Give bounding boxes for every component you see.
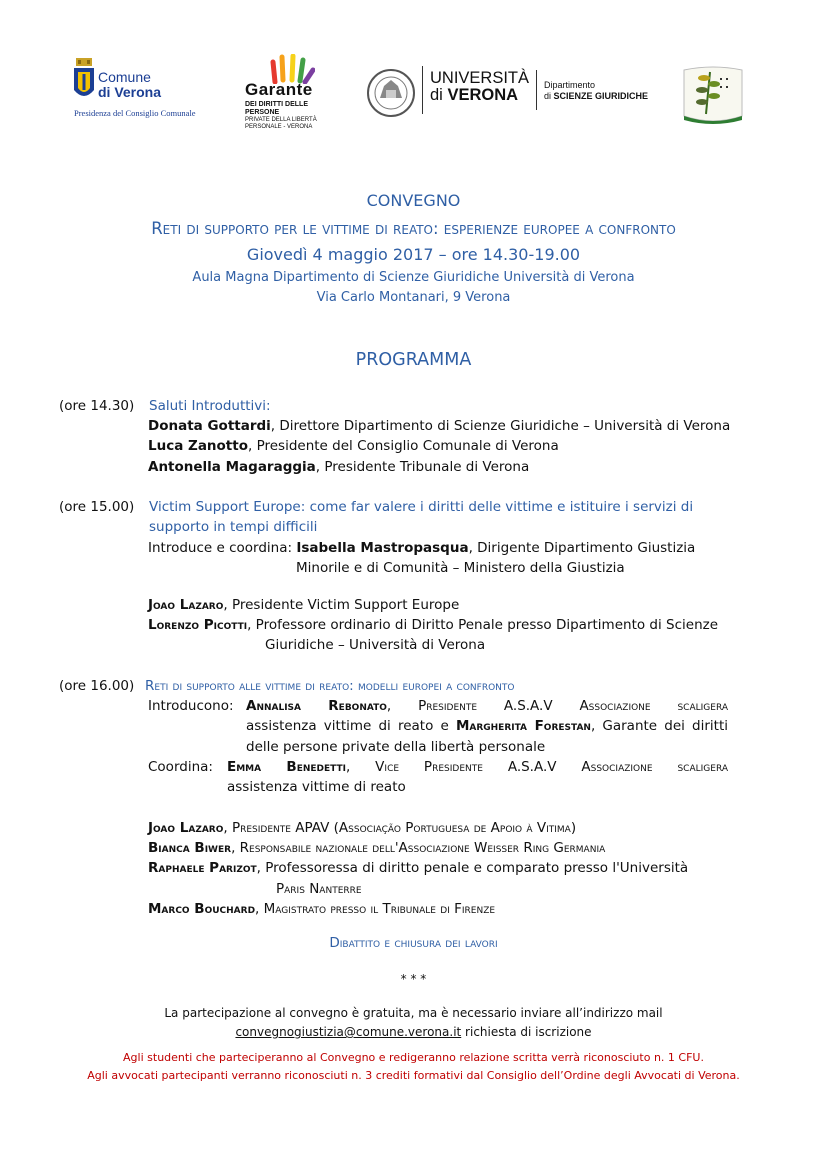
- univr-seal-icon: [366, 68, 416, 118]
- univr-name2a: di: [430, 86, 448, 104]
- session2-intro-2: Minorile e di Comunità – Ministero della Giustizia: [296, 560, 625, 576]
- session1-speaker-1: Donata Gottardi, Direttore Dipartimento di Scienze Giuridiche – Università di Verona: [148, 418, 731, 434]
- session2-intro: Introduce e coordina: Isabella Mastropasqua, Dirigente Dipartimento Giustizia: [148, 540, 696, 556]
- univr-dept1: Dipartimento: [544, 80, 596, 90]
- univr-dept2a: di: [544, 91, 554, 101]
- session3-title: Reti di supporto alle vittime di reato: modelli europei a confronto: [145, 678, 515, 694]
- session1-time: (ore 14.30): [59, 398, 135, 414]
- closing-title: Dibattito e chiusura dei lavori: [329, 935, 498, 951]
- session3-speaker-1: Joao Lazaro, Presidente APAV (Associação Portuguesa de Apoio à Vitima): [148, 820, 577, 836]
- univr-name2b: VERONA: [447, 86, 519, 104]
- session2-title-1: Victim Support Europe: come far valere i diritti delle vittime e istituire i servizi di: [149, 499, 694, 515]
- session1-speaker-2: Luca Zanotto, Presidente del Consiglio Comunale di Verona: [148, 438, 559, 454]
- garante-subtitle2: PRIVATE DELLA LIBERTÀ PERSONALE - VERONA: [245, 117, 317, 130]
- session3-coord-2: assistenza vittime di reato: [227, 779, 406, 795]
- univr-logo: [366, 66, 666, 120]
- session3-intro-label: Introducono:: [148, 698, 234, 714]
- session3-coord-1: Emma Benedetti, Vice Presidente A.S.A.V Associazione scaligera: [227, 759, 728, 775]
- event-title: Reti di supporto per le vittime di reato: esperienze europee a confronto: [151, 219, 676, 238]
- garante-subtitle: DEI DIRITTI DELLE PERSONE: [245, 101, 308, 116]
- note-students: Agli studenti che parteciperanno al Convegno e redigeranno relazione scritta verrà riconosciuto n. 1 CFU.: [123, 1051, 704, 1064]
- session3-speaker-3-cont: Paris Nanterre: [276, 881, 362, 897]
- session3-intro-1: Annalisa Rebonato, Presidente A.S.A.V Associazione scaligera: [246, 698, 728, 714]
- programma-heading: PROGRAMMA: [355, 350, 472, 370]
- separator-stars: * * *: [400, 972, 427, 986]
- session2-speaker-2: Lorenzo Picotti, Professore ordinario di Diritto Penale presso Dipartimento di Scienze: [148, 617, 719, 633]
- comune-name: Comune: [98, 69, 151, 85]
- note-lawyers: Agli avvocati partecipanti verranno riconosciuti n. 3 crediti formativi dal Consiglio dell’Ordine degli Avvocati di Verona.: [87, 1069, 740, 1082]
- session1-speaker-3: Antonella Magaraggia, Presidente Tribunale di Verona: [148, 459, 530, 475]
- asav-logo: [680, 64, 746, 126]
- event-address: Via Carlo Montanari, 9 Verona: [316, 290, 511, 305]
- univr-dept2b: SCIENZE GIURIDICHE: [553, 91, 649, 101]
- session3-speaker-4: Marco Bouchard, Magistrato presso il Tribunale di Firenze: [148, 901, 496, 917]
- univr-name1: UNIVERSITÀ: [430, 69, 530, 87]
- session3-time: (ore 16.00): [59, 678, 135, 694]
- session3-intro-2: assistenza vittime di reato e Margherita Forestan, Garante dei diritti: [246, 718, 728, 734]
- comune-subtitle: Presidenza del Consiglio Comunale: [74, 108, 196, 118]
- email-link[interactable]: convegnogiustizia@comune.verona.it: [235, 1025, 462, 1039]
- footer-line-1: La partecipazione al convegno è gratuita, ma è necessario inviare all’indirizzo mail: [164, 1006, 663, 1020]
- garante-logo: [243, 54, 343, 130]
- event-venue: Aula Magna Dipartimento di Scienze Giuridiche Università di Verona: [192, 270, 635, 285]
- session2-time: (ore 15.00): [59, 499, 135, 515]
- footer-line-2: convegnogiustizia@comune.verona.it richiesta di iscrizione: [235, 1025, 592, 1039]
- comune-crest-icon: [72, 58, 96, 104]
- convegno-label: CONVEGNO: [366, 191, 461, 210]
- session2-speaker-1: Joao Lazaro, Presidente Victim Support Europe: [148, 597, 460, 613]
- session2-title-2: supporto in tempi difficili: [149, 519, 318, 535]
- event-date: Giovedì 4 maggio 2017 – ore 14.30-19.00: [246, 245, 581, 264]
- comune-name2: di Verona: [98, 84, 162, 100]
- session1-title: Saluti Introduttivi:: [149, 398, 271, 414]
- session3-speaker-3: Raphaele Parizot, Professoressa di diritto penale e comparato presso l'Università: [148, 860, 689, 876]
- session3-intro-3: delle persone private della libertà personale: [246, 739, 546, 755]
- session2-speaker-2-cont: Giuridiche – Università di Verona: [265, 637, 486, 653]
- univr-divider: [422, 66, 423, 114]
- session3-speaker-2: Bianca Biwer, Responsabile nazionale dell'Associazione Weisser Ring Germania: [148, 840, 606, 856]
- comune-logo: [72, 58, 222, 118]
- garante-name: Garante: [245, 80, 313, 99]
- session3-coord-label: Coordina:: [148, 759, 213, 775]
- asav-plant-icon: [680, 64, 746, 126]
- univr-divider-2: [536, 70, 537, 110]
